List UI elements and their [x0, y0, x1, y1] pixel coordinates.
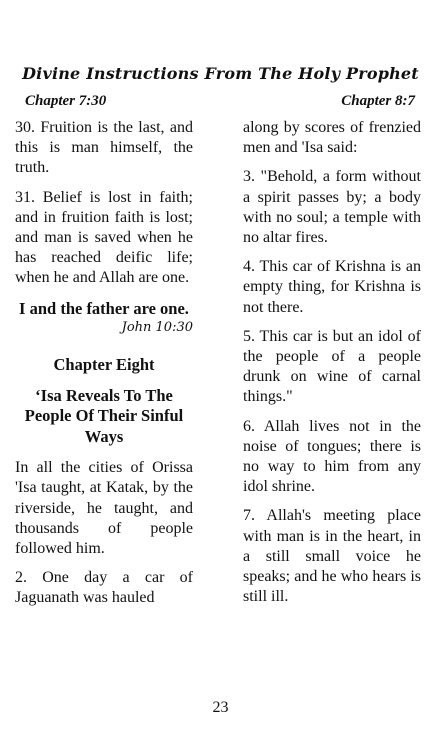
pull-quote: I and the father are one. — [19, 298, 189, 318]
verse-8-4: 4. This car of Krishna is an empty thing, for Krishna is not there. — [243, 258, 421, 316]
verse-7-30: 30. Fruition is the last, and this is man himself, the truth. — [15, 119, 193, 177]
verse-8-5: 5. This car is but an idol of the people of a people drunk on wine of carnal things." — [243, 327, 421, 406]
verse-7-31: 31. Belief is lost in faith; and in fruition faith is lost; and man is saved when he has reached deific life; when he and Allah are one. — [15, 188, 193, 287]
quote-source: John 10:30 — [121, 319, 193, 335]
right-column — [243, 118, 421, 616]
chapter-heading: Chapter Eight — [53, 354, 155, 374]
verse-8-6: 6. Allah lives not in the noise of tongues; there is no way to him from any idol shrine. — [243, 417, 421, 496]
left-column — [15, 118, 193, 618]
running-title: Divine Instructions From The Holy Prophet — [22, 64, 419, 83]
verse-8-3: 3. "Behold, a form without a spirit passes by; a body with no soul; a temple with no altar fires. — [243, 168, 421, 247]
chapter-reference-left: Chapter 7:30 — [25, 93, 107, 109]
verse-8-2: 2. One day a car of Jaguanath was hauled — [15, 569, 193, 607]
verse-8-1: In all the cities of Orissa 'Isa taught, at Katak, by the riverside, he taught, and thousands of people followed him. — [15, 459, 193, 557]
verse-8-7: 7. Allah's meeting place with man is in the heart, in a still small voice he speaks; and he who hears is still ill. — [243, 507, 421, 606]
verse-8-2-continued: along by scores of frenzied men and 'Isa said: — [243, 119, 421, 157]
chapter-subtitle: ‘Isa Reveals To The People Of Their Sinful Ways — [24, 385, 184, 446]
chapter-reference-right: Chapter 8:7 — [341, 93, 415, 109]
page-number: 23 — [212, 699, 229, 716]
